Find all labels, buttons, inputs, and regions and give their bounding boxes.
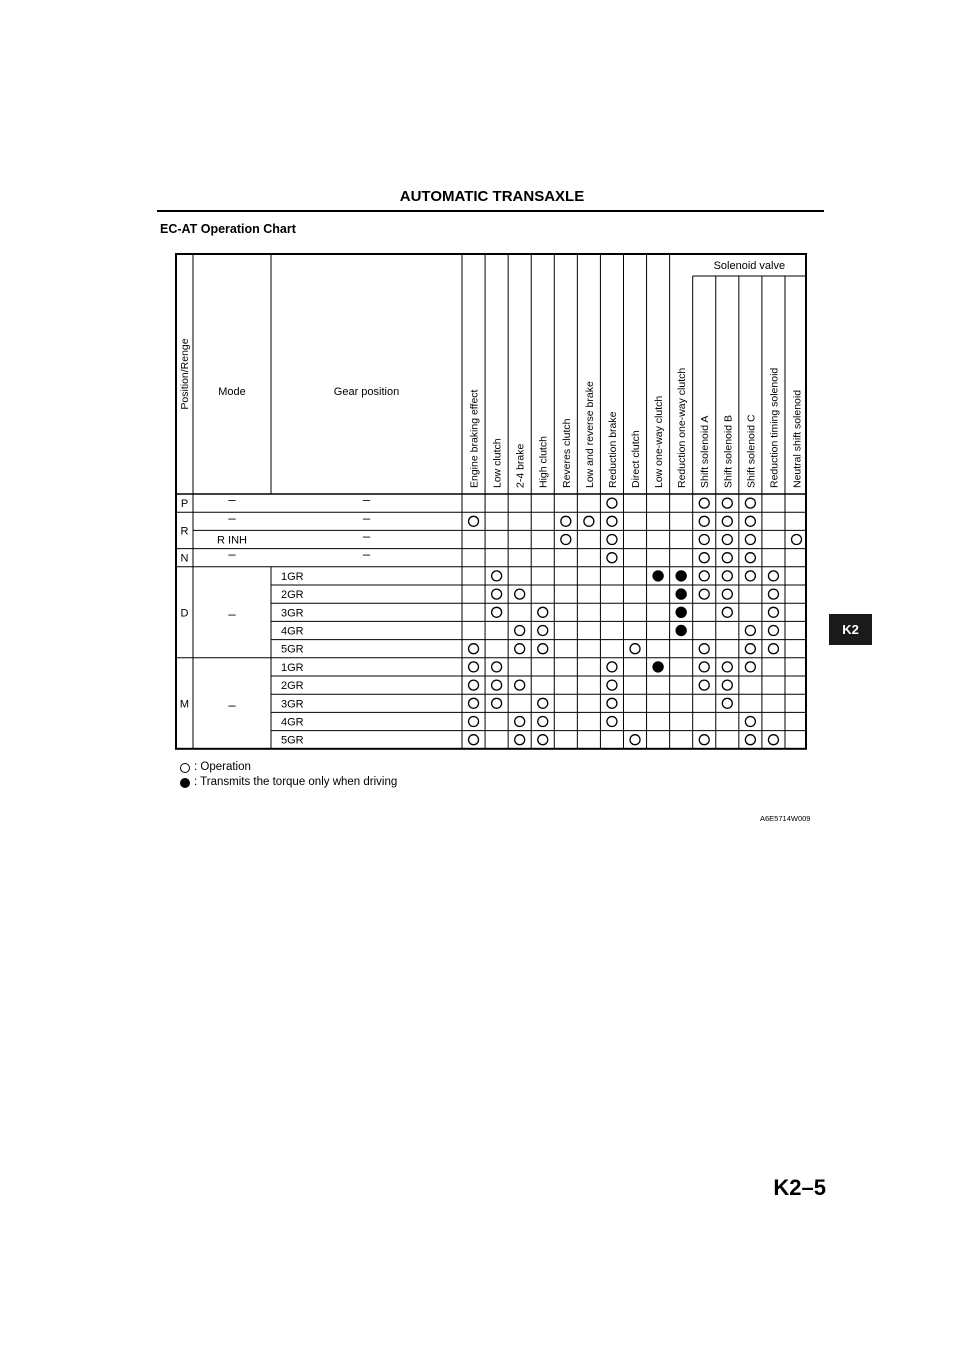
operation-mark [699, 516, 709, 526]
operation-mark [768, 571, 778, 581]
position-header: Position/Renge [179, 338, 191, 410]
section-tab[interactable]: K2 [829, 614, 872, 645]
torque-mark [676, 625, 686, 635]
torque-mark [676, 607, 686, 617]
position-P: P [180, 498, 189, 511]
operation-mark [469, 644, 479, 654]
operation-mark [538, 717, 548, 727]
column-header-7: Reduction brake [606, 411, 619, 488]
operation-mark [768, 735, 778, 745]
column-header-3: 2-4 brake [514, 443, 527, 488]
legend [180, 760, 397, 790]
operation-mark [469, 735, 479, 745]
operation-mark [745, 644, 755, 654]
operation-mark [469, 717, 479, 727]
column-header-13: Shift solenoid C [745, 414, 758, 488]
torque-mark [676, 589, 686, 599]
column-header-5: Reveres clutch [560, 418, 573, 488]
operation-mark [630, 735, 640, 745]
page-header: AUTOMATIC TRANSAXLE [399, 188, 585, 205]
position-R: R [180, 525, 189, 538]
operation-mark [722, 698, 732, 708]
row-gear-dash: – [362, 546, 371, 562]
operation-mark [607, 498, 617, 508]
operation-mark [607, 680, 617, 690]
operation-mark [745, 553, 755, 563]
mode-dash: – [228, 606, 236, 622]
row-gear: 2GR [281, 589, 304, 602]
column-header-14: Reduction timing solenoid [768, 367, 781, 488]
operation-mark [584, 516, 594, 526]
operation-mark [745, 516, 755, 526]
row-gear: 1GR [281, 661, 304, 674]
gear-header: Gear position [333, 386, 400, 398]
operation-mark [607, 535, 617, 545]
operation-mark [699, 498, 709, 508]
torque-mark [653, 571, 663, 581]
operation-mark [699, 535, 709, 545]
operation-mark [722, 535, 732, 545]
operation-mark [492, 680, 502, 690]
position-D: D [180, 607, 189, 620]
position-N: N [180, 552, 189, 565]
operation-mark [722, 498, 732, 508]
column-header-15: Neutral shift solenoid [791, 389, 804, 488]
operation-mark [538, 607, 548, 617]
column-header-10: Reduction one-way clutch [676, 367, 689, 488]
operation-mark [515, 626, 525, 636]
row-gear-dash: – [362, 528, 371, 544]
legend-torque [180, 775, 397, 790]
row-gear: 4GR [281, 716, 304, 729]
operation-mark [538, 735, 548, 745]
operation-mark [492, 662, 502, 672]
torque-mark [676, 571, 686, 581]
column-header-6: Low and reverse brake [583, 381, 596, 488]
operation-mark [469, 662, 479, 672]
column-header-12: Shift solenoid B [722, 415, 735, 488]
operation-mark [722, 553, 732, 563]
operation-mark [515, 589, 525, 599]
row-mode: – [228, 546, 236, 562]
operation-mark [538, 644, 548, 654]
open-circle-icon [180, 763, 190, 773]
operation-mark [607, 698, 617, 708]
operation-mark [607, 516, 617, 526]
torque-mark [653, 662, 663, 672]
operation-mark [699, 644, 709, 654]
filled-circle-icon [180, 778, 190, 788]
operation-mark [768, 589, 778, 599]
row-gear: 3GR [281, 698, 304, 711]
operation-mark [745, 626, 755, 636]
operation-mark [561, 516, 571, 526]
operation-mark [515, 717, 525, 727]
column-header-8: Direct clutch [630, 430, 643, 488]
operation-mark [492, 571, 502, 581]
operation-mark [745, 735, 755, 745]
operation-mark [699, 735, 709, 745]
row-gear-dash: – [362, 510, 371, 526]
operation-mark [768, 644, 778, 654]
operation-mark [515, 735, 525, 745]
operation-mark [745, 535, 755, 545]
operation-mark [607, 717, 617, 727]
operation-mark [492, 589, 502, 599]
operation-mark [699, 589, 709, 599]
operation-mark [492, 698, 502, 708]
operation-mark [745, 662, 755, 672]
row-gear: 5GR [281, 734, 304, 747]
operation-mark [492, 607, 502, 617]
operation-mark [515, 680, 525, 690]
operation-mark [607, 553, 617, 563]
operation-mark [538, 626, 548, 636]
row-gear-dash: – [362, 492, 371, 508]
column-header-4: High clutch [537, 436, 550, 488]
operation-mark [469, 698, 479, 708]
operation-mark [722, 662, 732, 672]
operation-mark [722, 607, 732, 617]
operation-mark [538, 698, 548, 708]
column-header-2: Low clutch [491, 438, 504, 488]
row-gear: 2GR [281, 680, 304, 693]
operation-mark [699, 680, 709, 690]
operation-mark [699, 662, 709, 672]
mode-header: Mode [218, 386, 246, 398]
operation-mark [722, 589, 732, 599]
row-gear: 5GR [281, 643, 304, 656]
operation-mark [745, 717, 755, 727]
operation-mark [515, 644, 525, 654]
row-gear: 4GR [281, 625, 304, 638]
operation-mark [630, 644, 640, 654]
operation-mark [607, 662, 617, 672]
operation-mark [745, 571, 755, 581]
operation-mark [722, 571, 732, 581]
solenoid-group-header: Solenoid valve [713, 260, 786, 272]
operation-mark [792, 535, 802, 545]
section-title: EC-AT Operation Chart [160, 222, 296, 236]
legend-torque-label: : Transmits the torque only when driving [194, 776, 398, 788]
operation-mark [768, 626, 778, 636]
row-gear: 1GR [281, 570, 304, 583]
column-header-1: Engine braking effect [468, 389, 481, 488]
page-number: K2–5 [773, 1175, 826, 1200]
operation-mark [469, 680, 479, 690]
mode-dash: – [228, 697, 236, 713]
operation-mark [722, 680, 732, 690]
column-header-9: Low one-way clutch [653, 395, 666, 488]
legend-operation [180, 760, 397, 775]
operation-mark [699, 553, 709, 563]
operation-mark [722, 516, 732, 526]
column-header-11: Shift solenoid A [699, 415, 712, 488]
operation-mark [699, 571, 709, 581]
row-mode: – [228, 492, 236, 508]
row-mode: – [228, 510, 236, 526]
row-gear: 3GR [281, 607, 304, 620]
figure-code: A6E5714W009 [760, 814, 811, 823]
operation-mark [469, 516, 479, 526]
operation-mark [561, 535, 571, 545]
row-mode: R INH [217, 534, 247, 547]
operation-mark [745, 498, 755, 508]
legend-operation-label: : Operation [194, 761, 251, 773]
operation-mark [768, 607, 778, 617]
position-M: M [179, 698, 190, 711]
